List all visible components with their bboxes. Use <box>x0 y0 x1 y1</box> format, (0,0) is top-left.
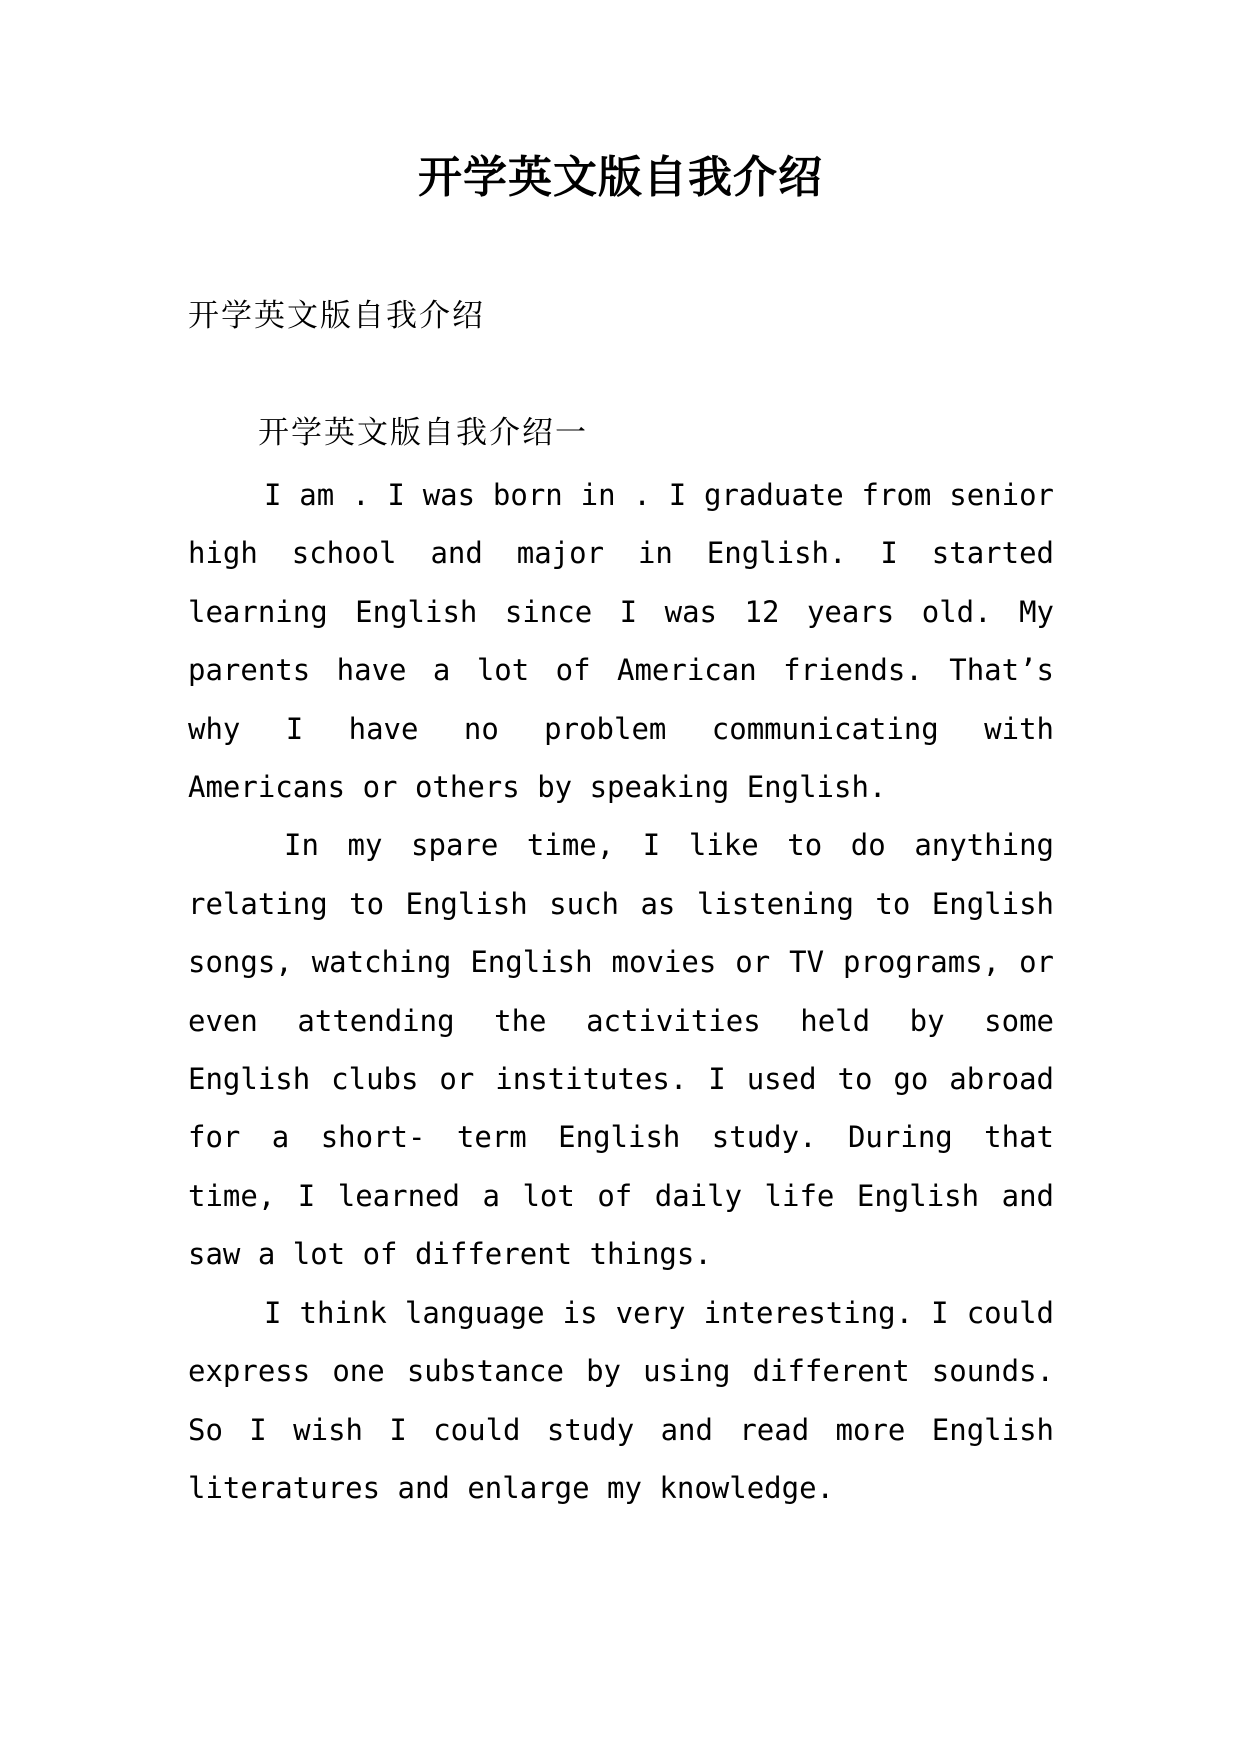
body-text <box>188 466 1054 1517</box>
document-subtitle: 开学英文版自我介绍 <box>188 298 485 334</box>
paragraph-intro: I am . I was born in . I graduate from senior high school and major in English. I started learning English since I was 12 years old. My parents have a lot of American friends. That’s why I have no problem communicating with Americans or others by speaking English. <box>188 478 1054 805</box>
paragraph-language: I think language is very interesting. I could express one substance by using different sounds. So I wish I could study and read more English literatures and enlarge my knowledge. <box>188 1295 1054 1505</box>
section-heading: 开学英文版自我介绍一 <box>258 415 588 451</box>
document-title: 开学英文版自我介绍 <box>418 152 823 203</box>
paragraph-hobbies: In my spare time, I like to do anything relating to English such as listening to English songs, watching English movies or TV programs, or even attending the activities held by some English clubs or institutes. I used to go abroad for a short- term English study. During that time, I learned a lot of daily life English and saw a lot of different things. <box>188 828 1054 1272</box>
